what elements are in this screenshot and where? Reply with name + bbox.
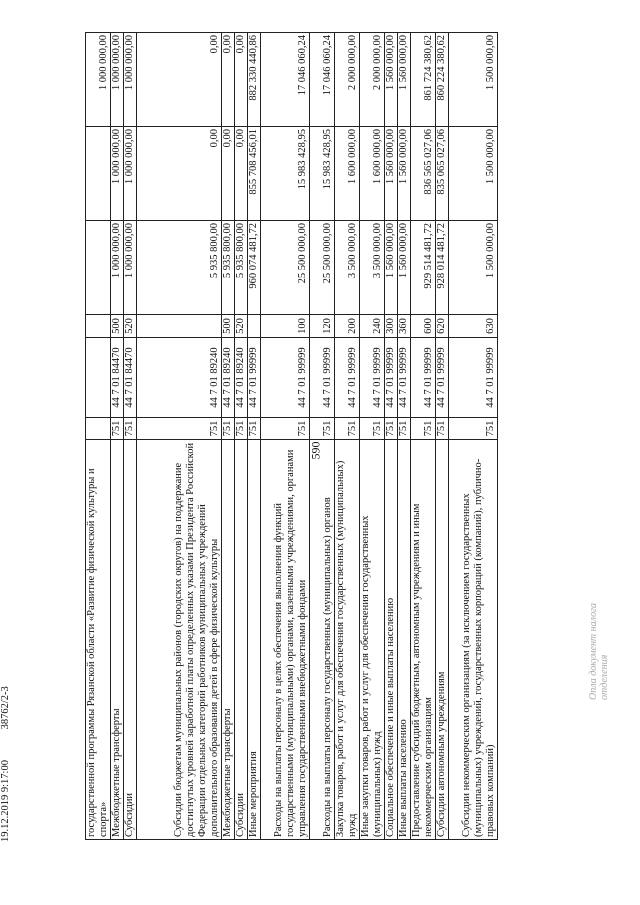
cell-amount-year1: 1 560 000,00 xyxy=(385,221,398,315)
cell-name: Иные выплаты населению xyxy=(398,440,411,840)
cell-amount-year2: 1 560 000,00 xyxy=(385,127,398,221)
table-row xyxy=(310,33,335,840)
footer-date: 19.12.2019 9:17:00 xyxy=(0,760,11,842)
cell-expense-type: 620 xyxy=(436,315,449,338)
cell-expense-type xyxy=(86,315,111,338)
table-row xyxy=(411,33,436,840)
table-row xyxy=(137,33,222,840)
cell-amount-year1: 928 014 481,72 xyxy=(436,221,449,315)
cell-amount-year3: 1 000 000,00 xyxy=(86,33,111,127)
budget-table-body xyxy=(86,33,498,840)
cell-amount-year1: 5 935 800,00 xyxy=(137,221,222,315)
page-number: 590 xyxy=(308,441,323,460)
cell-amount-year2: 1 000 000,00 xyxy=(111,127,124,221)
cell-grbs: 751 xyxy=(222,418,235,440)
cell-name: Субсидии xyxy=(124,440,137,840)
cell-grbs: 751 xyxy=(449,418,498,440)
cell-grbs: 751 xyxy=(411,418,436,440)
stamp-line: отделения xyxy=(599,654,610,700)
cell-target-article: 44 7 01 99999 xyxy=(385,338,398,418)
cell-target-article: 44 7 01 99999 xyxy=(436,338,449,418)
cell-name: Субсидии xyxy=(235,440,248,840)
cell-amount-year1: 1 560 000,00 xyxy=(398,221,411,315)
cell-amount-year2: 15 983 428,95 xyxy=(310,127,335,221)
cell-amount-year2: 1 600 000,00 xyxy=(335,127,360,221)
cell-amount-year1: 929 514 481,72 xyxy=(411,221,436,315)
cell-target-article: 44 7 01 99999 xyxy=(360,338,385,418)
cell-target-article: 44 7 01 99999 xyxy=(248,338,261,418)
cell-expense-type: 100 xyxy=(261,315,310,338)
budget-table xyxy=(85,32,498,840)
cell-amount-year3: 17 046 060,24 xyxy=(261,33,310,127)
cell-target-article: 44 7 01 89240 xyxy=(235,338,248,418)
cell-amount-year1: 5 935 800,00 xyxy=(222,221,235,315)
cell-grbs: 751 xyxy=(310,418,335,440)
cell-grbs: 751 xyxy=(248,418,261,440)
cell-amount-year1: 1 500 000,00 xyxy=(449,221,498,315)
cell-name: Расходы на выплаты персоналу в целях обеспечения выполнения функций государственными (муниципальными) органами, казенными учреждениями, органами управления государственными внебюджетными фондами xyxy=(261,440,310,840)
cell-target-article: 44 7 01 99999 xyxy=(261,338,310,418)
table-row xyxy=(360,33,385,840)
cell-target-article: 44 7 01 89240 xyxy=(137,338,222,418)
cell-amount-year2: 1 600 000,00 xyxy=(360,127,385,221)
cell-amount-year3: 17 046 060,24 xyxy=(310,33,335,127)
cell-amount-year2 xyxy=(86,127,111,221)
cell-amount-year3: 1 500 000,00 xyxy=(449,33,498,127)
cell-expense-type: 630 xyxy=(449,315,498,338)
cell-grbs: 751 xyxy=(235,418,248,440)
cell-grbs: 751 xyxy=(111,418,124,440)
cell-grbs: 751 xyxy=(124,418,137,440)
cell-name: Закупка товаров, работ и услуг для обеспечения государственных (муниципальных) нужд xyxy=(335,440,360,840)
table-row xyxy=(436,33,449,840)
cell-amount-year3: 861 724 380,62 xyxy=(411,33,436,127)
cell-target-article: 44 7 01 84470 xyxy=(111,338,124,418)
table-row xyxy=(86,33,111,840)
cell-name: Иные мероприятия xyxy=(248,440,261,840)
cell-name: Межбюджетные трансферты xyxy=(222,440,235,840)
cell-expense-type xyxy=(137,315,222,338)
cell-amount-year3: 2 000 000,00 xyxy=(360,33,385,127)
cell-grbs xyxy=(86,418,111,440)
cell-target-article: 44 7 01 89240 xyxy=(222,338,235,418)
cell-target-article: 44 7 01 99999 xyxy=(411,338,436,418)
table-row xyxy=(111,33,124,840)
cell-amount-year2: 0,00 xyxy=(235,127,248,221)
cell-amount-year3: 0,00 xyxy=(222,33,235,127)
cell-target-article: 44 7 01 84470 xyxy=(124,338,137,418)
cell-name: Предоставление субсидий бюджетным, автономным учреждениям и иным некоммерческим организациям xyxy=(411,440,436,840)
cell-amount-year1: 3 500 000,00 xyxy=(335,221,360,315)
cell-grbs: 751 xyxy=(137,418,222,440)
cell-amount-year2: 836 565 027,06 xyxy=(411,127,436,221)
cell-grbs: 751 xyxy=(335,418,360,440)
cell-amount-year1 xyxy=(86,221,111,315)
table-row xyxy=(235,33,248,840)
cell-amount-year3: 1 000 000,00 xyxy=(111,33,124,127)
table-row xyxy=(124,33,137,840)
table-row xyxy=(248,33,261,840)
cell-expense-type: 500 xyxy=(222,315,235,338)
footer-doc-id: 38762/2-3 xyxy=(0,686,11,730)
cell-amount-year2: 1 000 000,00 xyxy=(124,127,137,221)
cell-name: Субсидии некоммерческим организациям (за исключением государственных (муниципальных) учреждений, государственных корпораций (компаний), публично-правовых компаний) xyxy=(449,440,498,840)
cell-amount-year1: 5 935 800,00 xyxy=(235,221,248,315)
cell-expense-type: 200 xyxy=(335,315,360,338)
table-row xyxy=(449,33,498,840)
cell-amount-year1: 25 500 000,00 xyxy=(261,221,310,315)
table-row xyxy=(335,33,360,840)
cell-expense-type: 520 xyxy=(124,315,137,338)
cell-amount-year1: 3 500 000,00 xyxy=(360,221,385,315)
cell-amount-year2: 835 065 027,06 xyxy=(436,127,449,221)
cell-target-article: 44 7 01 99999 xyxy=(335,338,360,418)
cell-amount-year2: 0,00 xyxy=(137,127,222,221)
footer xyxy=(0,292,38,852)
budget-table-container xyxy=(85,35,580,840)
cell-grbs: 751 xyxy=(360,418,385,440)
cell-expense-type xyxy=(248,315,261,338)
cell-expense-type: 600 xyxy=(411,315,436,338)
cell-expense-type: 120 xyxy=(310,315,335,338)
cell-grbs: 751 xyxy=(385,418,398,440)
cell-amount-year2: 1 500 000,00 xyxy=(449,127,498,221)
cell-amount-year3: 0,00 xyxy=(137,33,222,127)
faded-stamp xyxy=(588,510,610,700)
table-row xyxy=(222,33,235,840)
cell-expense-type: 520 xyxy=(235,315,248,338)
cell-amount-year2: 0,00 xyxy=(222,127,235,221)
cell-target-article: 44 7 01 99999 xyxy=(310,338,335,418)
cell-amount-year2: 855 708 456,01 xyxy=(248,127,261,221)
cell-name: государственной программы Рязанской области «Развитие физической культуры и спорта» xyxy=(86,440,111,840)
cell-grbs: 751 xyxy=(261,418,310,440)
cell-expense-type: 240 xyxy=(360,315,385,338)
cell-amount-year1: 1 000 000,00 xyxy=(111,221,124,315)
cell-amount-year1: 25 500 000,00 xyxy=(310,221,335,315)
cell-amount-year1: 1 000 000,00 xyxy=(124,221,137,315)
cell-amount-year3: 0,00 xyxy=(235,33,248,127)
cell-expense-type: 360 xyxy=(398,315,411,338)
cell-amount-year3: 1 560 000,00 xyxy=(385,33,398,127)
cell-amount-year2: 15 983 428,95 xyxy=(261,127,310,221)
cell-target-article xyxy=(86,338,111,418)
cell-target-article: 44 7 01 99999 xyxy=(449,338,498,418)
table-row xyxy=(261,33,310,840)
cell-name: Субсидии бюджетам муниципальных районов (городских округов) на поддержание достигнутых уровней заработной платы определенных указами Президента Российской Федерации отдельных категорий работников муниципальных учреждений дополнительного образования детей в сфере физической культуры xyxy=(137,440,222,840)
cell-expense-type: 300 xyxy=(385,315,398,338)
cell-amount-year1: 960 074 481,72 xyxy=(248,221,261,315)
cell-amount-year3: 1 560 000,00 xyxy=(398,33,411,127)
cell-amount-year2: 1 560 000,00 xyxy=(398,127,411,221)
table-row xyxy=(385,33,398,840)
cell-amount-year3: 882 330 440,86 xyxy=(248,33,261,127)
cell-name: Межбюджетные трансферты xyxy=(111,440,124,840)
table-row xyxy=(398,33,411,840)
cell-name: Субсидии автономным учреждениям xyxy=(436,440,449,840)
cell-grbs: 751 xyxy=(436,418,449,440)
cell-grbs: 751 xyxy=(398,418,411,440)
cell-amount-year3: 860 224 380,62 xyxy=(436,33,449,127)
cell-amount-year3: 2 000 000,00 xyxy=(335,33,360,127)
cell-expense-type: 500 xyxy=(111,315,124,338)
cell-name: Расходы на выплаты персоналу государственных (муниципальных) органов xyxy=(310,440,335,840)
stamp-line: Опла документ налога xyxy=(588,603,599,700)
cell-name: Иные закупки товаров, работ и услуг для обеспечения государственных (муниципальных) нужд xyxy=(360,440,385,840)
cell-name: Социальное обеспечение и иные выплаты населению xyxy=(385,440,398,840)
cell-target-article: 44 7 01 99999 xyxy=(398,338,411,418)
cell-amount-year3: 1 000 000,00 xyxy=(124,33,137,127)
